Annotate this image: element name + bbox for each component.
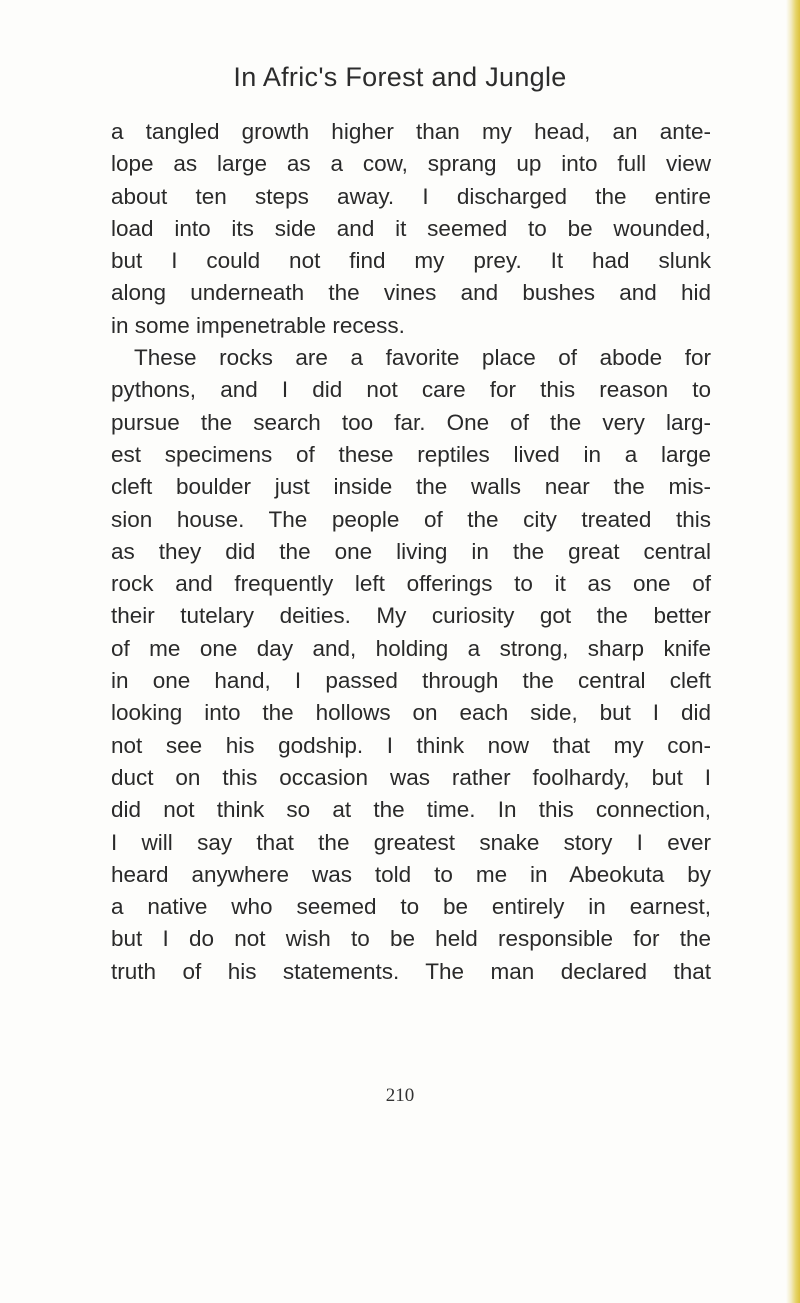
text-line: pursue the search too far. One of the very larg- — [111, 409, 711, 435]
text-line: a tangled growth higher than my head, an ante- — [111, 119, 711, 144]
text-line: of me one day and, holding a strong, sharp knife — [111, 635, 711, 661]
text-line: but I do not wish to be held responsible for the — [111, 926, 711, 952]
text-line: load into its side and it seemed to be wounded, — [111, 215, 711, 241]
text-line: about ten steps away. I discharged the entire — [111, 183, 711, 209]
running-head: In Afric's Forest and Jungle — [233, 62, 567, 92]
text-line: not see his godship. I think now that my con- — [111, 732, 711, 758]
text-line: did not think so at the time. In this connection, — [111, 797, 711, 823]
text-line: in some impenetrable recess. — [111, 312, 405, 338]
text-line: duct on this occasion was rather foolhardy, but I — [111, 764, 711, 790]
text-line: along underneath the vines and bushes and hid — [111, 280, 711, 306]
page-number: 210 — [385, 1085, 415, 1106]
text-line: in one hand, I passed through the central cleft — [111, 668, 711, 694]
text-line: but I could not find my prey. It had slunk — [111, 248, 711, 274]
text-line: I will say that the greatest snake story I ever — [111, 829, 711, 855]
text-line: rock and frequently left offerings to it as one of — [111, 571, 711, 597]
text-line: heard anywhere was told to me in Abeokuta by — [111, 861, 711, 887]
text-line: est specimens of these reptiles lived in a large — [111, 441, 711, 467]
text-line: their tutelary deities. My curiosity got the better — [111, 603, 711, 629]
text-line: truth of his statements. The man declared that — [111, 958, 711, 984]
text-line: as they did the one living in the great central — [111, 538, 711, 564]
page-edge — [786, 0, 800, 1303]
text-line: These rocks are a favorite place of abode for — [134, 345, 711, 371]
text-line: lope as large as a cow, sprang up into full view — [111, 151, 711, 177]
text-line: looking into the hollows on each side, but I did — [111, 700, 711, 726]
text-line: a native who seemed to be entirely in earnest, — [111, 894, 711, 920]
text-line: cleft boulder just inside the walls near the mis- — [111, 474, 711, 500]
text-line: sion house. The people of the city treated this — [111, 506, 711, 532]
body-text — [111, 116, 711, 988]
text-line: pythons, and I did not care for this reason to — [111, 377, 711, 403]
